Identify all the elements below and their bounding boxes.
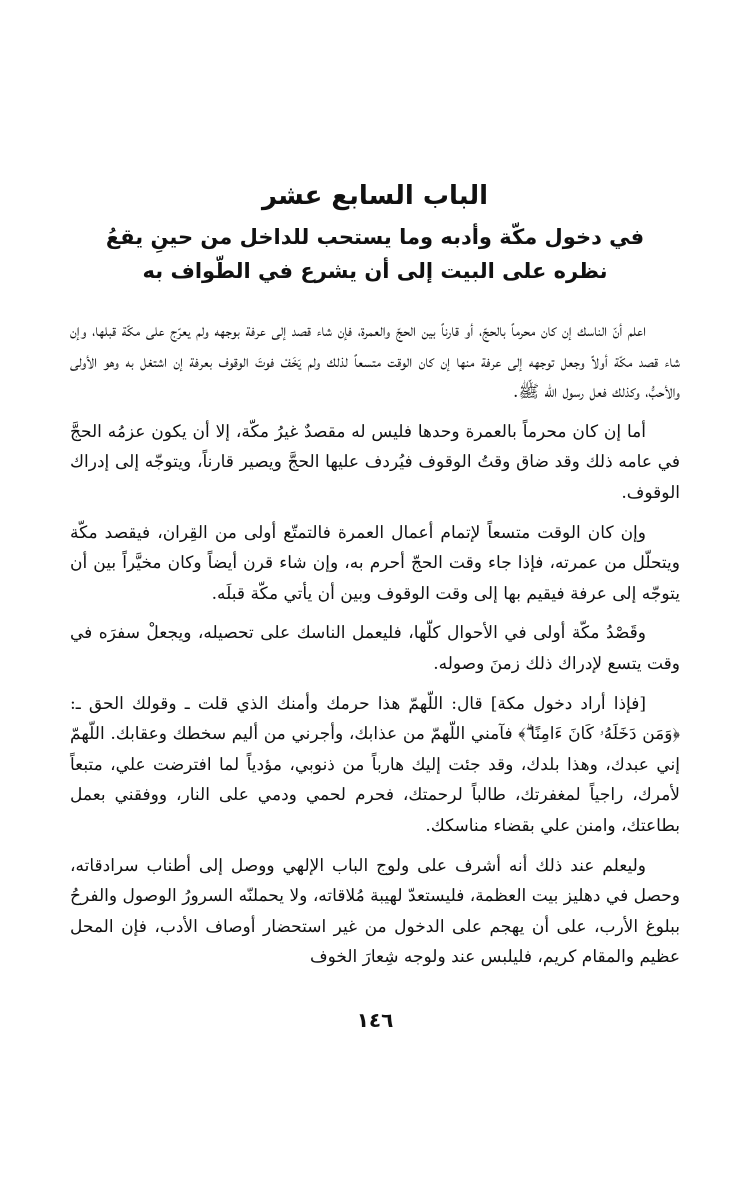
body-text xyxy=(70,316,680,982)
paragraph-1: اعلم أنّ الناسك إن كان محرماً بالحجّ، أو قارناً بين الحجّ والعمرة، فإن شاء قصد إلى عرفة بوجهه ولم يعرّج على مكّة قبلها، وإن شاء قصد مكّة أولاً وجعل توجهه إلى عرفة منها إن كان الوقت متسعاً لذلك ولم يَخَفْ فوتَ الوقوف بعرفة إن اشتغل به وهو الأولى والأحبُّ، وكذلك فعل رسول الله ﷺ. xyxy=(70,321,680,403)
paragraph-2: أما إن كان محرماً بالعمرة وحدها فليس له مقصدٌ غيرُ مكّة، إلا أن يكون عزمُه الحجَّ في عامه ذلك وقد ضاق وقتُ الوقوف فيُردف عليها الحجَّ ويصير قارناً، ويتوجّه إلى إدراك الوقوف. xyxy=(70,421,680,503)
paragraph-4: وقَصْدُ مكّة أولى في الأحوال كلّها، فليعمل الناسك على تحصيله، ويجعلْ سفرَه في وقت يتسع لإدراك ذلك زمنَ وصوله. xyxy=(70,623,680,674)
chapter-header xyxy=(60,176,690,288)
chapter-title: الباب السابع عشر xyxy=(261,181,489,211)
chapter-subtitle-line-2: نظره على البيت إلى أن يشرع في الطّواف به xyxy=(142,259,608,283)
paragraph-5: [فإذا أراد دخول مكة] قال: اللّهمّ هذا حرمك وأمنك الذي قلت ـ وقولك الحق ـ: ﴿وَمَن دَخَلَهُۥ كَانَ ءَامِنًا ۗ﴾ فآمني اللّهمّ من عذابك، وأجرني من أليم سخطك وعقابك. اللّهمّ إني عبدك، وهذا بلدك، وقد جئت إليك هارباً من ذنوبي، مؤدياً لما افترضت علي، متبعاً لأمرك، راجياً لمغفرتك، طالباً لرحمتك، فحرم لحمي ودمي على النار، ووفقني بعمل بطاعتك، وامنن علي بقضاء مناسكك. xyxy=(70,693,680,836)
page-number: ١٤٦ xyxy=(356,1008,394,1032)
chapter-subtitle-line-1: في دخول مكّة وأدبه وما يستحب للداخل من حينِ يقعُ xyxy=(105,225,645,249)
paragraph-6: وليعلم عند ذلك أنه أشرف على ولوج الباب الإلهي ووصل إلى أطناب سرادقاته، وحصل في دهليز بيت العظمة، فليستعدّ لهيبة مُلاقاته، ولا يحملنّه السرورُ الوصول والفرحُ ببلوغ الأرب، على أن يهجم على الدخول من غير استحضار أوصاف الأدب، فإن المحل عظيم والمقام كريم، فليلبس عند ولوجه شِعارَ الخوف xyxy=(70,855,680,968)
paragraph-3: وإن كان الوقت متسعاً لإتمام أعمال العمرة فالتمتّع أولى من القِران، فيقصد مكّة ويتحلّل من عمرته، فإذا جاء وقت الحجّ أحرم به، وإن شاء قرن أيضاً وكان مخيَّراً بين أن يتوجّه إلى عرفة فيقيم بها إلى وقت الوقوف وبين أن يأتي مكّة قبلَه. xyxy=(70,522,680,604)
